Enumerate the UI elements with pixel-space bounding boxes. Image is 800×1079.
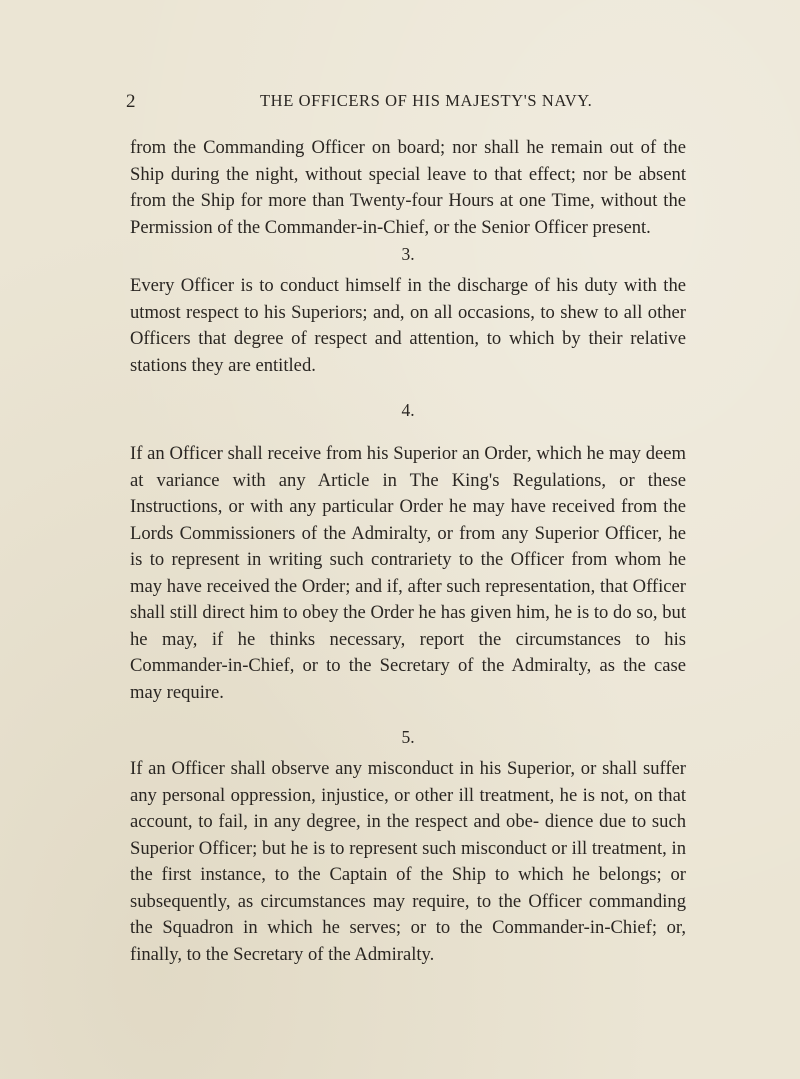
section-number-3: 3. xyxy=(401,244,415,264)
running-head-title: THE OFFICERS OF HIS MAJESTY'S NAVY. xyxy=(260,91,593,110)
running-head xyxy=(0,91,800,115)
section-number-5: 5. xyxy=(401,727,415,747)
body-text xyxy=(130,135,686,968)
paragraph-continuation: from the Commanding Officer on board; nor shall he remain out of the Ship during the night, without special leave to that effect; nor be absent from the Ship for more than Twenty-four Hours at one Time, without the Permission of the Commander-in-Chief, or the Senior Officer present. xyxy=(130,137,686,238)
paragraph-section-5: If an Officer shall observe any misconduct in his Superior, or shall suffer any personal oppression, injustice, or other ill treatment, he is not, on that account, to fail, in any degree, in the respect and obe- dience due to such Superior Officer; but he is to represent such misconduct or ill treatment, in the first instance, to the Captain of the Ship to which he belongs; or subsequently, as circumstances may require, to the Officer commanding the Squadron in which he serves; or to the Commander-in-Chief; or, finally, to the Secretary of the Admiralty. xyxy=(130,758,686,965)
paragraph-section-3: Every Officer is to conduct himself in the discharge of his duty with the utmost respect to his Superiors; and, on all occasions, to shew to all other Officers that degree of respect and attention, to which by their relative stations they are entitled. xyxy=(130,275,686,376)
section-number-4: 4. xyxy=(401,400,415,420)
paragraph-section-4: If an Officer shall receive from his Superior an Order, which he may deem at variance with any Article in The King's Regulations, or these Instructions, or with any particular Order he may have received from the Lords Commissioners of the Admiralty, or from any Superior Officer, he is to represent in writing such contrariety to the Officer from whom he may have received the Order; and if, after such representation, that Officer shall still direct him to obey the Order he has given him, he is to do so, but he may, if he thinks necessary, report the circumstances to his Commander-in-Chief, or to the Secretary of the Admiralty, as the case may require. xyxy=(130,443,686,703)
page-number: 2 xyxy=(126,91,136,112)
